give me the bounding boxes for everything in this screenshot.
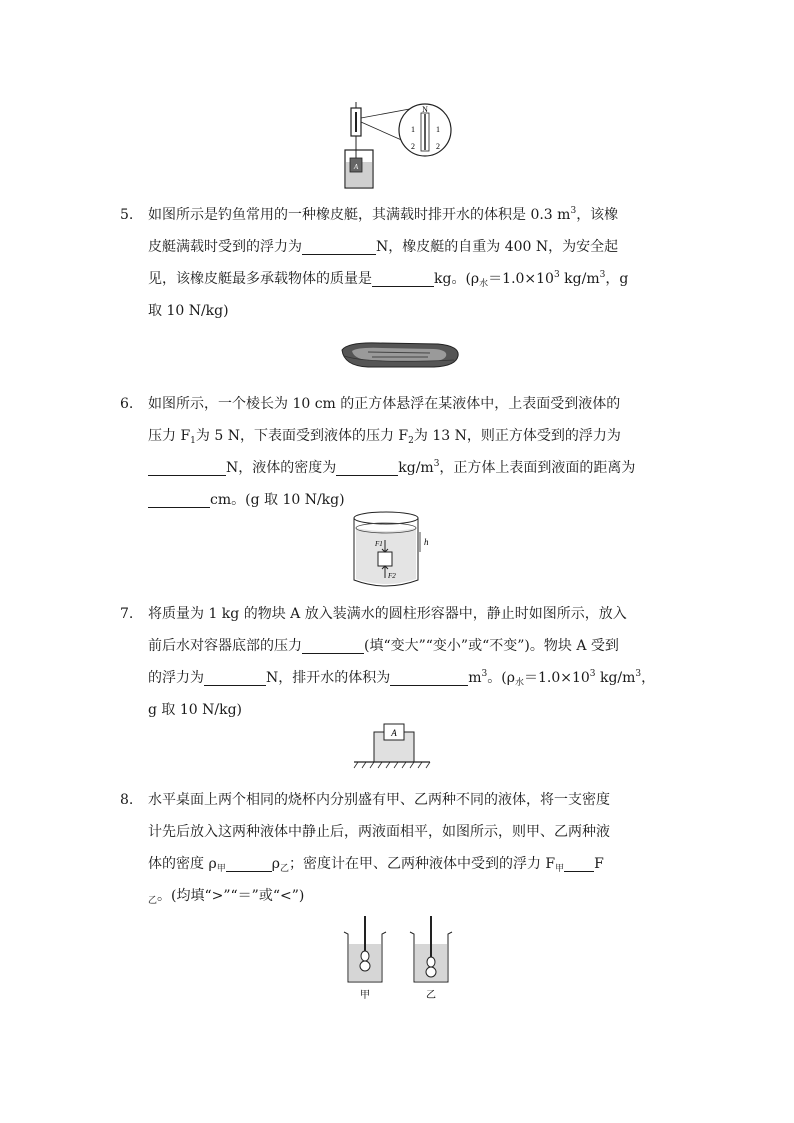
block-container-figure — [350, 716, 434, 774]
answer-blank[interactable] — [564, 853, 594, 872]
q8-line-3: 体的密度 $\rho_甲$ $\rho_乙$；密度计在甲、乙两种液体中受到的浮力 $F_甲$ F — [148, 848, 604, 880]
answer-blank[interactable] — [372, 268, 434, 287]
q5-line-4: 取 10 N/kg) — [148, 303, 229, 319]
q5-line-1: 如图所示是钓鱼常用的一种橡皮艇，其满载时排开水的体积是 0.3 $m^3$，该橡 — [148, 206, 619, 223]
answer-blank[interactable] — [148, 457, 226, 476]
block-a-label: A — [391, 728, 397, 738]
beaker-left — [344, 916, 386, 1001]
beaker-right — [410, 916, 452, 1001]
q5-line-2: 皮艇满载时受到的浮力为 N，橡皮艇的自重为 400 N，为安全起 — [148, 231, 618, 263]
q6-line-4: cm。(g 取 10 N/kg) — [148, 484, 345, 516]
q6-line-2: 压力 $F_1$为 5 N，下表面受到液体的压力 $F_2$为 13 N，则正方体受到的浮力为 — [148, 428, 621, 446]
q7-line-4: g 取 10 N/kg) — [148, 702, 243, 718]
question-number: 8. — [120, 792, 134, 808]
question-number: 6. — [120, 396, 134, 412]
q5-line-3: 见，该橡皮艇最多承载物体的质量是 kg。($\rho_水=1.0\times 10^3$ $kg/m^3$，g — [148, 270, 629, 289]
f2-label: F2 — [388, 572, 396, 580]
q8-line-1: 水平桌面上两个相同的烧杯内分别盛有甲、乙两种不同的液体，将一支密度 — [148, 792, 610, 808]
beaker-left-label: 甲 — [360, 990, 370, 1001]
answer-blank[interactable] — [226, 853, 272, 872]
spring-scale-figure — [335, 100, 455, 192]
tick-right-1: 1 — [436, 125, 440, 134]
block-label: A — [353, 163, 359, 171]
answer-blank[interactable] — [390, 667, 468, 686]
question-number: 5. — [120, 207, 134, 223]
rubber-boat-figure — [338, 338, 462, 372]
q8-line-2: 计先后放入这两种液体中静止后，两液面相平，如图所示，则甲、乙两种液 — [148, 824, 610, 840]
question-number: 7. — [120, 606, 134, 622]
q8-line-4: $_乙$。(均填“>”“＝”或“<”) — [148, 888, 305, 906]
tick-left-2: 2 — [411, 142, 415, 151]
unit-n: N — [422, 105, 428, 114]
cube-in-liquid-figure — [348, 510, 438, 590]
answer-blank[interactable] — [148, 489, 210, 508]
h-label: h — [424, 537, 429, 547]
answer-blank[interactable] — [204, 667, 266, 686]
q7-line-3: 的浮力为 N，排开水的体积为 $m^3$。($\rho_水=1.0\times 10^3$ $kg/m^3$， — [148, 669, 656, 688]
answer-blank[interactable] — [302, 236, 376, 255]
q7-line-2: 前后水对容器底部的压力 (填“变大”“变小”或“不变”)。物块 A 受到 — [148, 630, 619, 662]
tick-left-1: 1 — [411, 125, 415, 134]
q6-line-3: N，液体的密度为 $kg/m^3$，正方体上表面到液面的距离为 — [148, 452, 635, 484]
beaker-right-label: 乙 — [426, 990, 436, 1001]
cube — [378, 552, 392, 566]
answer-blank[interactable] — [302, 635, 364, 654]
answer-blank[interactable] — [336, 457, 398, 476]
q6-line-1: 如图所示，一个棱长为 10 cm 的正方体悬浮在某液体中，上表面受到液体的 — [148, 396, 621, 412]
q7-line-1: 将质量为 1 kg 的物块 A 放入装满水的圆柱形容器中，静止时如图所示，放入 — [148, 606, 627, 622]
hydrometer-beakers-figure — [340, 912, 460, 1004]
tick-right-2: 2 — [436, 142, 440, 151]
f1-label: F1 — [375, 540, 383, 548]
